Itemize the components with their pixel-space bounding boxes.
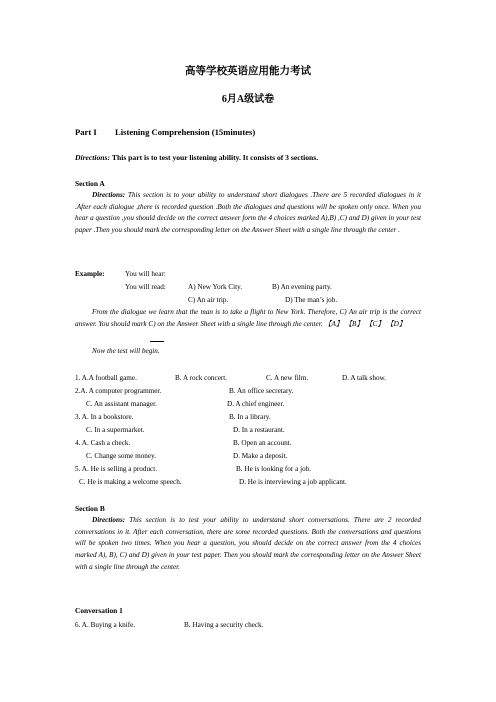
- section-b-directions-text: This section is to test your ability to understand short conversations. There are 2 recorded conversations in it. After each conversation, there are some recorded questions. Both the conversations and questions will be spoken two times. When you hear a question, you should decide on the correct answer from the 4 choices marked A), B), C) and D) given in your test paper. Then you should mark the corresponding letter on the Answer Sheet with a single line through the center.: [75, 516, 422, 571]
- conversation-1-heading: Conversation 1: [75, 606, 123, 615]
- example-label: Example:: [75, 270, 105, 278]
- test-begin-text: Now the test will begin.: [92, 347, 160, 355]
- question-6-option-a: 6. A. Buying a knife.: [75, 621, 136, 629]
- question-2-option-c: C. An assistant manager.: [86, 400, 157, 408]
- main-directions-label: Directions:: [75, 153, 111, 162]
- example-explanation-text: From the dialogue we learn that the man is to take a flight to New York. Therefore, C) An air trip is the correct answer. You should mark C) on the Answer Sheet with a single line through the center.: [75, 308, 421, 328]
- section-a-heading: Section A: [75, 179, 105, 188]
- question-5-option-d: D. He is interviewing a job applicant.: [239, 478, 347, 486]
- question-1-option-a: 1. A.A football game.: [75, 374, 137, 382]
- example-answer-marks: 【A】 【B】 【C】 【D】: [324, 319, 406, 328]
- section-b-directions-label: Directions:: [92, 516, 126, 524]
- example-will-hear: You will hear:: [125, 270, 166, 278]
- question-3-option-d: D. In a restaurant.: [233, 426, 285, 434]
- section-b-directions: [75, 515, 421, 574]
- section-a-directions-label: Directions:: [92, 191, 126, 199]
- question-3-option-b: B. In a library.: [229, 413, 271, 421]
- part-label: Part I: [75, 127, 97, 137]
- question-5-option-c: C. He is making a welcome speech.: [79, 478, 182, 486]
- section-a-directions: [75, 190, 421, 237]
- main-directions: [75, 153, 318, 162]
- question-4-option-c: C. Change some money.: [86, 452, 157, 460]
- question-5-option-a: 5. A. He is selling a product.: [75, 465, 158, 473]
- example-option-c: C) An air trip.: [188, 296, 229, 304]
- section-a-directions-text: This section is to your ability to understand short dialogues .There are 5 recorded dialogues in it .After each dialogue ,there is recorded question .Both the dialogues and questions will be spoken only once. When you hear a question ,you should decide on the correct answer form the 4 choices marked A),B) ,C) and D) given in your test paper .Then you should mark the corresponding letter on the Answer Sheet with a single line through the center .: [75, 191, 422, 235]
- question-3-option-c: C. In a supermarket.: [86, 426, 145, 434]
- question-4-option-a: 4. A. Cash a check.: [75, 439, 131, 447]
- question-6-option-b: B. Having a security check.: [184, 621, 264, 629]
- example-explanation: [75, 307, 421, 330]
- section-b-heading: Section B: [75, 504, 105, 513]
- example-option-a: A) New York City.: [188, 283, 243, 291]
- example-option-b: B) An evening party.: [272, 283, 332, 291]
- question-2-option-a: 2.A. A computer programmer.: [75, 387, 162, 395]
- example-will-read: You will read:: [125, 283, 166, 291]
- main-directions-text: This part is to test your listening ability. It consists of 3 sections.: [111, 153, 319, 162]
- question-2-option-d: D. A chief engineer.: [227, 400, 285, 408]
- question-5-option-b: B. He is looking for a job.: [236, 465, 312, 473]
- exam-subtitle: 6月A级试卷: [221, 94, 275, 105]
- question-1-option-d: D. A talk show.: [342, 374, 387, 382]
- example-option-d: D) The man’s job.: [285, 296, 338, 304]
- exam-title: 高等学校英语应用能力考试: [185, 66, 311, 77]
- part-name: Listening Comprehension (15minutes): [115, 127, 256, 137]
- question-2-option-b: B. An office secretary.: [229, 387, 294, 395]
- question-1-option-c: C. A new film.: [266, 374, 309, 382]
- question-1-option-b: B. A rock concert.: [175, 374, 228, 382]
- question-4-option-b: B. Open an account.: [233, 439, 292, 447]
- answer-c-underline: [150, 341, 164, 342]
- question-4-option-d: D. Make a deposit.: [233, 452, 288, 460]
- question-3-option-a: 3. A. In a bookstore.: [75, 413, 134, 421]
